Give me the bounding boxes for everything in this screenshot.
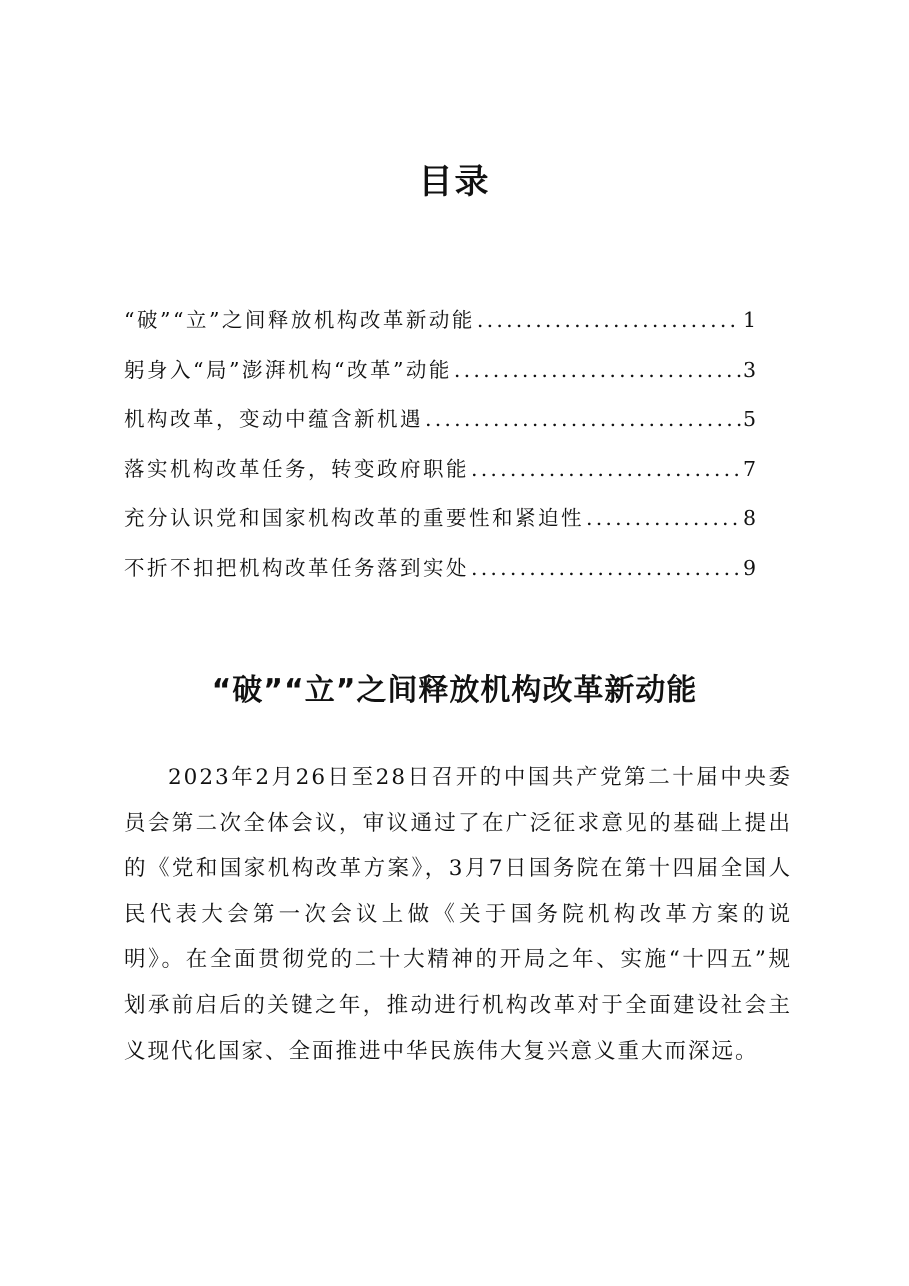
toc-entry-text: 不折不扣把机构改革任务落到实处 (124, 555, 469, 580)
toc-entry-text: 机构改革，变动中蕴含新机遇 (124, 407, 423, 431)
toc-entry-text: 落实机构改革任务，转变政府职能 (124, 456, 469, 481)
toc-entry[interactable] (124, 445, 756, 495)
toc-page-number: 5 (742, 407, 756, 431)
toc-entry-text: 躬身入“局”澎湃机构“改革”动能 (124, 357, 452, 382)
toc-entry[interactable] (124, 544, 756, 594)
toc-entry[interactable] (124, 395, 756, 445)
toc-dot-leader (471, 544, 741, 594)
toc-dot-leader (454, 346, 741, 396)
toc-page-number: 9 (742, 555, 756, 580)
toc-page-number: 7 (742, 456, 756, 481)
article-paragraph: 2023年2月26日至28日召开的中国共产党第二十届中央委员会第二次全体会议，审议通过了在广泛征求意见的基础上提出的《党和国家机构改革方案》，3月7日国务院在第十四届全国人民代表大会第一次会议上做《关于国务院机构改革方案的说明》。在全面贯彻党的二十大精神的开局之年、实施“十四五”规划承前启后的关键之年，推动进行机构改革对于全面建设社会主义现代化国家、全面推进中华民族伟大复兴意义重大而深远。 (124, 765, 792, 1064)
toc-entry[interactable] (124, 296, 756, 346)
toc-dot-leader (425, 395, 741, 445)
toc-page-number: 1 (742, 308, 756, 332)
toc-entry-text: “破”“立”之间释放机构改革新动能 (124, 308, 475, 332)
toc-dot-leader (471, 445, 741, 495)
article-title: “破”“立”之间释放机构改革新动能 (211, 673, 698, 708)
toc-dot-leader (477, 296, 741, 346)
toc-entry[interactable] (124, 494, 756, 544)
toc-page-number: 8 (742, 506, 756, 530)
table-of-contents (124, 296, 756, 593)
toc-entry-text: 充分认识党和国家机构改革的重要性和紧迫性 (124, 506, 584, 530)
toc-page-number: 3 (742, 357, 756, 382)
toc-title: 目录 (418, 162, 491, 202)
toc-entry[interactable] (124, 346, 756, 396)
toc-dot-leader (586, 494, 741, 544)
